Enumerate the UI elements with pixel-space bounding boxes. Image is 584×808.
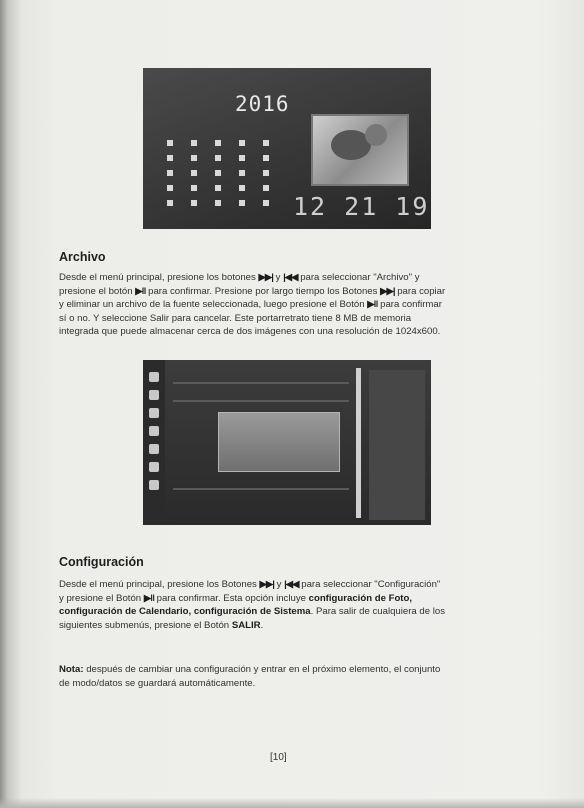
- bold-text: configuración de Foto,: [308, 592, 413, 604]
- calendar-day-dot: [239, 140, 245, 146]
- calendar-day-dot: [191, 140, 197, 146]
- confirm-dialog: [218, 412, 340, 472]
- calendar-day-dot: [263, 185, 269, 191]
- prev-button-icon: |◀◀: [283, 272, 298, 283]
- text: y eliminar un archivo de la fuente seleccionada, luego presione el Botón: [59, 299, 365, 310]
- calendar-screen-photo: [143, 68, 431, 229]
- calendar-day-dot: [263, 200, 269, 206]
- calendar-day-dot: [263, 155, 269, 161]
- text: para confirmar. Presione por largo tiempo los Botones: [148, 285, 378, 297]
- calendar-day-dot: [239, 185, 245, 191]
- calendar-day-dot: [191, 155, 197, 161]
- section-heading-configuracion: Configuración: [59, 555, 144, 569]
- text: sí o no. Y seleccione Salir para cancelar. Este portarretrato tiene 8 MB de memoria: [59, 312, 412, 324]
- digital-clock: 12 21 19: [293, 192, 430, 221]
- text: integrada que puede almacenar cerca de dos imágenes con una resolución de 1024x600.: [59, 326, 441, 337]
- scrollbar: [356, 368, 361, 518]
- clock-icon: [149, 444, 159, 454]
- bold-text: SALIR: [231, 619, 261, 631]
- text: después de cambiar una configuración y entrar en el próximo elemento, el conjunto: [86, 664, 441, 675]
- photo-subject-2: [365, 124, 387, 146]
- calendar-day-dot: [167, 200, 173, 206]
- text: de modo/datos se guardará automáticamente.: [59, 677, 256, 689]
- archive-sidebar: [143, 360, 165, 525]
- calendar-day-dot: [167, 170, 173, 176]
- section-heading-archivo: Archivo: [59, 250, 106, 264]
- calendar-year: 2016: [235, 92, 290, 116]
- calendar-day-dot: [191, 200, 197, 206]
- nota-paragraph: [59, 663, 515, 690]
- calendar-day-dot: [215, 185, 221, 191]
- text: siguientes submenús, presione el Botón: [59, 619, 230, 631]
- file-detail-panel: [369, 370, 425, 520]
- calendar-day-dot: [239, 170, 245, 176]
- next-button-icon: ▶▶|: [259, 579, 274, 590]
- text: para confirmar. Esta opción incluye: [156, 592, 306, 604]
- calendar-day-dot: [191, 185, 197, 191]
- text: .: [260, 619, 264, 631]
- calendar-day-dot: [167, 140, 173, 146]
- video-icon: [149, 408, 159, 418]
- text: para seleccionar "Archivo" y: [300, 272, 420, 283]
- play-pause-icon: ▶‖: [135, 285, 146, 297]
- calendar-day-dot: [215, 200, 221, 206]
- settings-icon: [149, 480, 159, 490]
- list-divider: [173, 488, 349, 490]
- calendar-day-dot: [263, 140, 269, 146]
- text: . Para salir de cualquiera de los: [310, 606, 446, 617]
- calendar-day-dot: [239, 200, 245, 206]
- photo-thumbnail: [311, 114, 409, 186]
- text: presione el botón: [59, 285, 133, 297]
- archivo-paragraph: [59, 271, 515, 339]
- configuracion-paragraph: [59, 578, 515, 632]
- play-pause-icon: ▶‖: [143, 592, 154, 604]
- text: para copiar: [397, 285, 446, 297]
- calendar-icon: [149, 426, 159, 436]
- calendar-day-dot: [215, 170, 221, 176]
- text: y presione el Botón: [59, 592, 142, 604]
- page-number: [10]: [270, 752, 287, 763]
- next-button-icon: ▶▶|: [258, 272, 273, 283]
- calendar-day-dot: [215, 140, 221, 146]
- file-icon: [149, 462, 159, 472]
- text: Desde el menú principal, presione los Botones: [59, 579, 257, 590]
- play-pause-icon: ▶‖: [367, 299, 378, 310]
- next-button-icon: ▶▶|: [380, 285, 395, 297]
- list-divider: [173, 382, 349, 384]
- calendar-day-dot: [167, 185, 173, 191]
- calendar-day-dot: [167, 155, 173, 161]
- archive-screen-photo: [143, 360, 431, 525]
- text: Desde el menú principal, presione los botones: [59, 272, 256, 283]
- calendar-day-dot: [215, 155, 221, 161]
- note-label: Nota:: [59, 664, 84, 675]
- music-icon: [149, 390, 159, 400]
- calendar-day-dot: [239, 155, 245, 161]
- bold-text: configuración de Calendario, configuración de Sistema: [59, 606, 311, 617]
- text: y: [275, 272, 281, 283]
- page-shadow: [0, 798, 584, 808]
- list-divider: [173, 400, 349, 402]
- prev-button-icon: |◀◀: [284, 579, 299, 590]
- photo-icon: [149, 372, 159, 382]
- calendar-day-dot: [263, 170, 269, 176]
- text: y: [276, 579, 282, 590]
- text: para confirmar: [380, 299, 442, 310]
- text: para seleccionar "Configuración": [301, 579, 441, 590]
- calendar-day-dot: [191, 170, 197, 176]
